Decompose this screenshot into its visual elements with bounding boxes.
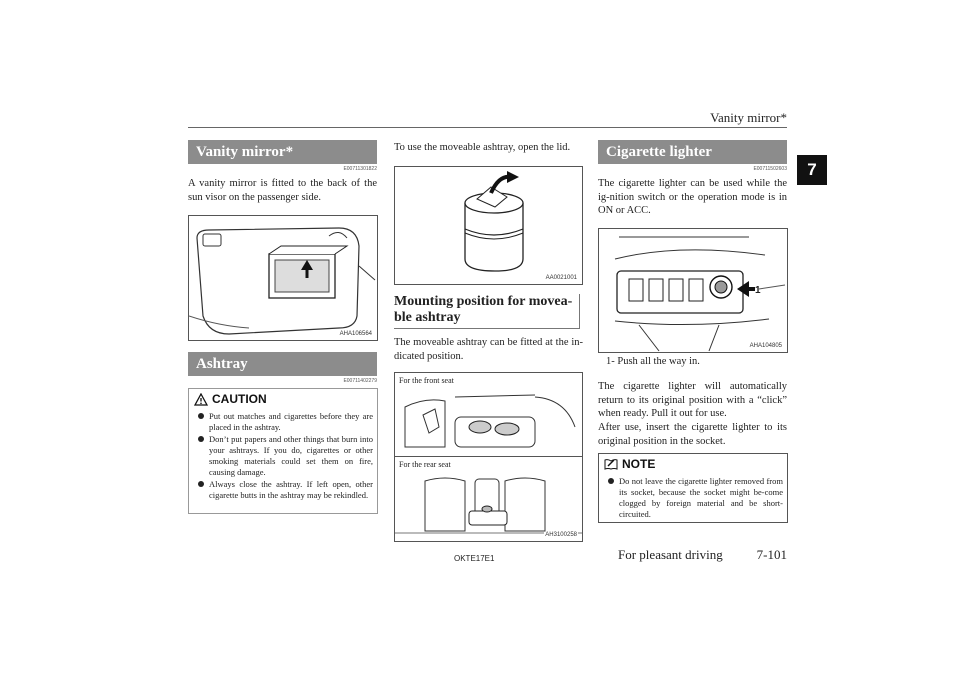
bullet-icon: [608, 478, 614, 484]
chapter-tab: 7: [797, 155, 827, 185]
bullet-icon: [198, 413, 204, 419]
lid-figure-code: AA0021001: [545, 275, 577, 281]
vanity-mirror-heading: Vanity mirror*: [188, 140, 377, 164]
bullet-icon: [198, 481, 204, 487]
ashtray-section-code: E00711402279: [343, 378, 377, 384]
footer-code: OKTE17E1: [454, 554, 495, 563]
note-item: Do not leave the cigarette lighter removed from its socket, because the socket might be-come clogged by foreign material and be short-circuited.: [605, 476, 783, 520]
vanity-figure-code: AHA106564: [339, 331, 372, 337]
rear-seat-label: For the rear seat: [399, 460, 451, 469]
auto-return-paragraph: The cigarette lighter will automatically return to its original position with a “click” when ready. Pull it out for use.: [598, 381, 787, 419]
mounting-heading-vrule: [579, 294, 580, 329]
ashtray-lid-figure: [394, 166, 583, 285]
caution-box: [188, 388, 378, 514]
vanity-mirror-figure: [188, 215, 378, 341]
header-rule: [188, 127, 787, 128]
mounting-heading-rule: [394, 328, 579, 329]
vanity-paragraph: A vanity mirror is fitted to the back of the sun visor on the passenger side.: [188, 178, 377, 203]
rear-armrest-illustration: [395, 471, 582, 541]
caution-title: CAUTION: [212, 392, 267, 406]
note-pencil-icon: [604, 458, 618, 470]
caution-item: Don’t put papers and other things that burn into your ashtrays. If you do, cigarettes or other smoking materials could set them on fire, causing damage.: [195, 434, 373, 478]
after-use-paragraph: After use, insert the cigarette lighter to its original position in the socket.: [598, 422, 787, 447]
callout-number: 1: [755, 285, 761, 296]
vanity-section-code: E00711301822: [343, 166, 377, 172]
note-box: [598, 453, 788, 523]
figure-caption: 1- Push all the way in.: [606, 356, 700, 367]
front-console-illustration: [395, 387, 582, 457]
figure-divider: [395, 456, 582, 457]
lighter-section-code: E00711502603: [753, 166, 787, 172]
open-lid-paragraph: To use the moveable ashtray, open the lid.: [394, 142, 571, 153]
warning-triangle-icon: [194, 393, 208, 406]
lighter-paragraph: The cigarette lighter can be used while the ig-nition switch or the operation mode is in ON or ACC.: [598, 178, 787, 216]
cigarette-lighter-figure: [598, 228, 788, 353]
note-title: NOTE: [622, 457, 656, 471]
moveable-ashtray-illustration: [395, 167, 582, 284]
bullet-icon: [198, 436, 204, 442]
mounting-position-figure: [394, 372, 583, 542]
caution-item: Always close the ashtray. If left open, other cigarette butts in the ashtray may be rekindled.: [195, 479, 373, 501]
caution-item: Put out matches and cigarettes before they are placed in the ashtray.: [195, 411, 373, 433]
running-header: Vanity mirror*: [710, 110, 787, 125]
cigarette-lighter-heading: Cigarette lighter: [598, 140, 787, 164]
lighter-figure-code: AHA104805: [749, 343, 782, 349]
ashtray-heading: Ashtray: [188, 352, 377, 376]
mounting-figure-code: AH3100258: [545, 532, 577, 538]
footer-page-number: 7-101: [756, 547, 787, 562]
footer-section: For pleasant driving: [618, 547, 723, 562]
front-seat-label: For the front seat: [399, 376, 454, 385]
mounting-paragraph: The moveable ashtray can be fitted at the in-dicated position.: [394, 337, 583, 362]
sun-visor-illustration: [189, 216, 377, 340]
mounting-position-heading: Mounting position for movea- ble ashtray: [394, 294, 573, 325]
